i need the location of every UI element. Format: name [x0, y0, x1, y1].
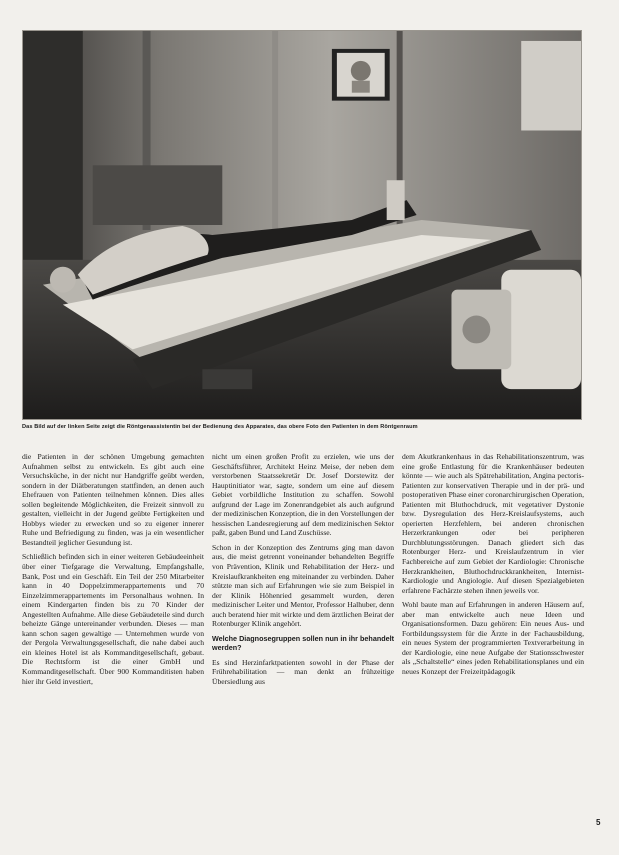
paragraph: dem Akutkrankenhaus in das Rehabilitationszentrum, was eine große Entlastung für die Krankenhäuser bedeuten könnte — wie auch als Spätrehabilitation, Angina pectoris-Patienten zur konservativen Therapie und in der prä- und postoperativen Phase einer coronarchirurgischen Operation, Patienten mit Bluthochdruck, mit vegetativer Dystonie bzw. Dysregulation des Herz-Kreislaufsystems, auch operierten Herzfehlern, bei anderen chronischen Herzerkrankungen oder bei peripheren Durchblutungsstörungen. Danach gliedert sich das Rotenburger Herz- und Kreislaufzentrum in vier Fachbereiche auf zum Gebiet der Kardiologie: Chronische Herzkrankheiten, Bluthochdruckkrankheiten, Internist-Kardiologie und Angiologie. Auf diesen Spezialgebieten erfahrene Fachärzte stehen ihnen jeweils vor. [402, 452, 584, 595]
article-body [22, 452, 592, 822]
paragraph: Schließlich befinden sich in einer weiteren Gebäudeeinheit über einer Tiefgarage die Verwaltung, Empfangshalle, Bank, Post und ein Geschäft. Ein Teil der 250 Mitarbeiter kann in 40 Doppelzimmerappartements und 70 Einzelzimmerappartements im Personalhaus wohnen. In einem Kindergarten finden bis zu 70 Kinder der Angestellten Aufnahme. Alle diese Gebäudeteile sind durch beheizte Gänge untereinander verbunden. Dieses — man kann schon sagen gewaltige — Unternehmen wurde von der Pergola Verwaltungsgesellschaft, die nahe dabei auch ein kleines Hotel ist als Kommanditgesellschaft, gebaut. Die Rechtsform ist die einer GmbH und Kommanditgesellschaft. Über 900 Kommanditisten haben hier ihr Geld investiert, [22, 552, 204, 686]
text-column-3 [402, 452, 584, 822]
photo-caption: Das Bild auf der linken Seite zeigt die Röntgenassistentin bei der Bedienung des Apparates, das obere Foto den Patienten in dem Röntgenraum [22, 424, 418, 430]
paragraph: Wohl baute man auf Erfahrungen in anderen Häusern auf, aber man entwickelte auch neue Ideen und Organisationsformen. Dazu gehören: Ein neues Aus- und Fortbildungssystem für die Ärzte in der Fachausbildung, ein neues System der programmierten Textverarbeitung in der Kardiologie, eine neue Aufgabe der Stationsschwester als „Schaltstelle“ eines jeden Rehabilitationsplanes und ein neues Konzept der Freizeitpädagogik [402, 600, 584, 677]
text-column-1 [22, 452, 204, 822]
text-column-2 [212, 452, 394, 822]
paragraph: nicht um einen großen Profit zu erzielen, wie uns der Geschäftsführer, Architekt Heinz Meise, der neben dem verstorbenen Staatssekretär Dr. Josef Dorstewitz der Hauptinitiator war, sagte, sondern um eine auf diesem Gebiet vorbildliche Institution zu schaffen. Sowohl aufgrund der Lage im Zonenrandgebiet als auch aufgrund der medizinischen Konzeption, die in den Vorstellungen der hessischen Landesregierung auf dem medizinischen Sektor paßt, gaben Bund und Land Zuschüsse. [212, 452, 394, 538]
page-number: 5 [596, 818, 601, 827]
question-heading: Welche Diagnosegruppen sollen nun in ihr behandelt werden? [212, 633, 394, 653]
paragraph: Schon in der Konzeption des Zentrums ging man davon aus, die meist getrennt voneinander behandelten Begriffe von Prävention, Klinik und Rehabilitation der Herz- und Kreislaufkrankheiten eng miteinander zu verbinden. Daher stützte man sich auf Erfahrungen wie sie zum Beispiel in der Klinik Höhenried gesammelt wurden, deren medizinischer Leiter und Mentor, Professor Halhuber, denn auch beratend hier mit wirkte und dem ärztlichen Beirat der Rotenburger Klinik angehört. [212, 542, 394, 629]
paragraph: die Patienten in der schönen Umgebung gemachten Aufnahmen selbst zu entwickeln. Es gibt auch eine Versuchsküche, in der nicht nur Handgriffe geübt werden, sondern in der Diätberatungen stattfinden, an denen auch Ehefrauen von Patienten teilnehmen können. Dies alles sollen begleitende Möglichkeiten, die Freizeit sinnvoll zu gestalten, vielleicht in der Jugend geübte Fertigkeiten und Hobbys wieder zu erwecken und so zu eigener innerer Ruhe und Befriedigung zu finden, was ja ein wesentlicher Bestandteil jeglicher Gesundung ist. [22, 452, 204, 547]
xray-room-photo [23, 31, 581, 419]
photo-xray-room [22, 30, 582, 420]
paragraph: Es sind Herzinfarktpatienten sowohl in der Phase der Frührehabilitation — man denkt an frühzeitige Übersiedlung aus [212, 657, 394, 687]
